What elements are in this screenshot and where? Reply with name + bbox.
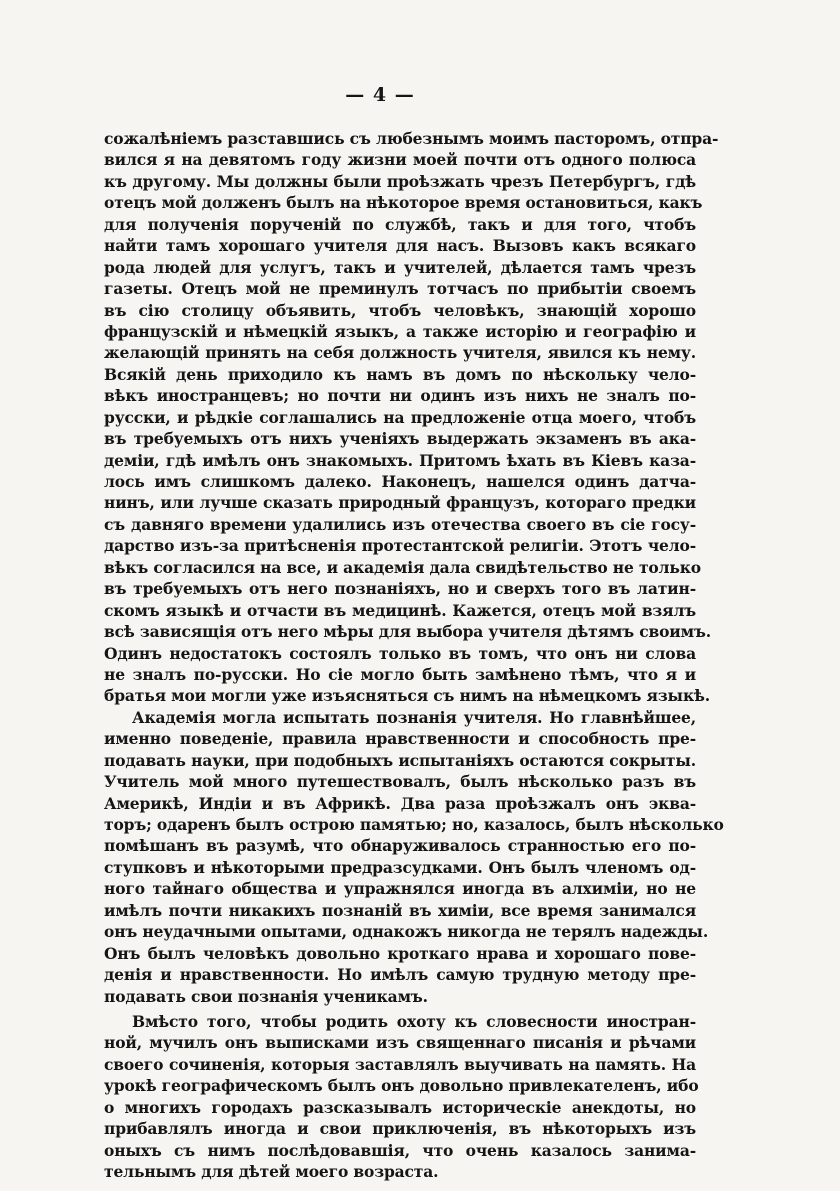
text-line: всѣ зависящія отъ него мѣры для выбора учителя дѣтямъ своимъ.: [104, 622, 711, 642]
text-line: газеты. Отецъ мой не преминулъ тотчасъ по прибытіи своемъ: [104, 279, 696, 299]
text-line: Академія могла испытать познанія учителя. Но главнѣйшее,: [132, 707, 696, 727]
text-line: ступковъ и нѣкоторыми предразсудками. Онъ былъ членомъ од-: [104, 857, 696, 877]
text-line: братья мои могли уже изъясняться съ нимъ на нѣмецкомъ языкѣ.: [104, 686, 710, 706]
text-line: Учитель мой много путешествовалъ, былъ нѣсколько разъ въ: [104, 772, 696, 792]
text-line: о многихъ городахъ разсказывалъ историческіе анекдоты, но: [104, 1097, 696, 1117]
text-line: въ требуемыхъ отъ нихъ ученіяхъ выдержать экзаменъ въ ака-: [104, 429, 696, 449]
text-line: вился я на девятомъ году жизни моей почти отъ одного полюса: [104, 150, 696, 170]
text-line: оныхъ съ нимъ послѣдовавшія, что очень казалось занима-: [104, 1140, 696, 1160]
text-line: прибавлялъ иногда и свои приключенія, въ нѣкоторыхъ изъ: [104, 1119, 696, 1139]
text-line: онъ неудачными опытами, однакожъ никогда не терялъ надежды.: [104, 922, 709, 942]
text-line: Вмѣсто того, чтобы родить охоту къ словесности иностран-: [132, 1011, 696, 1031]
text-line: найти тамъ хорошаго учителя для насъ. Вызовъ какъ всякаго: [104, 236, 696, 256]
page-number: — 4 —: [345, 84, 415, 106]
paragraph: [104, 1011, 699, 1183]
text-line: ной, мучилъ онъ выписками изъ священнаго писанія и рѣчами: [104, 1033, 696, 1053]
text-line: вѣкъ согласился на все, и академія дала свидѣтельство не только: [104, 557, 701, 577]
text-line: сожалѣніемъ разставшись съ любезнымъ моимъ пасторомъ, отпра-: [104, 129, 719, 148]
text-line: скомъ языкѣ и отчасти въ медицинѣ. Кажется, отецъ мой взялъ: [104, 600, 696, 620]
text-line: французскій и нѣмецкій языкъ, а также исторію и географію и: [104, 321, 696, 341]
text-line: Америкѣ, Индіи и въ Африкѣ. Два раза проѣзжалъ онъ эква-: [104, 793, 696, 813]
text-line: желающій принять на себя должность учителя, явился къ нему.: [104, 343, 696, 363]
text-line: нинъ, или лучше сказать природный французъ, котораго предки: [104, 493, 696, 513]
text-line: помѣшанъ въ разумѣ, что обнаруживалось странностью его по-: [104, 836, 696, 856]
text-line: именно поведеніе, правила нравственности и способность пре-: [104, 729, 696, 749]
text-line: деміи, гдѣ имѣлъ онъ знакомыхъ. Притомъ ѣхать въ Кіевъ каза-: [104, 450, 696, 470]
text-line: Всякій день приходило къ намъ въ домъ по нѣскольку чело-: [104, 364, 696, 384]
text-line: отецъ мой долженъ былъ на нѣкоторое время остановиться, какъ: [104, 193, 703, 213]
text-line: русски, и рѣдкіе соглашались на предложеніе отца моего, чтобъ: [104, 407, 696, 427]
text-line: Онъ былъ человѣкъ довольно кроткаго нрава и хорошаго пове-: [104, 943, 696, 963]
text-line: къ другому. Мы должны были проѣзжать чрезъ Петербургъ, гдѣ: [104, 171, 696, 191]
text-line: для полученія порученій по службѣ, такъ и для того, чтобъ: [104, 214, 696, 234]
text-line: подавать свои познанія ученикамъ.: [104, 986, 428, 1006]
text-line: тельнымъ для дѣтей моего возраста.: [104, 1162, 439, 1181]
text-line: лось имъ слишкомъ далеко. Наконецъ, нашелся одинъ датча-: [104, 472, 696, 491]
paragraph: [104, 707, 724, 1007]
text-line: съ давняго времени удалились изъ отечества своего въ сіе госу-: [104, 514, 696, 534]
text-line: ного тайнаго общества и упражнялся иногда въ алхиміи, но не: [104, 879, 696, 899]
text-line: дарство изъ-за притѣсненія протестантской религіи. Этотъ чело-: [104, 536, 696, 556]
text-line: въ требуемыхъ отъ него познаніяхъ, но и сверхъ того въ латин-: [104, 579, 696, 599]
text-line: денія и нравственности. Но имѣлъ самую трудную методу пре-: [104, 965, 696, 985]
body-text: [104, 128, 724, 1182]
text-line: рода людей для услугъ, такъ и учителей, дѣлается тамъ чрезъ: [104, 257, 696, 277]
text-line: не зналъ по-русски. Но сіе могло быть замѣнено тѣмъ, что я и: [104, 664, 696, 684]
text-line: вѣкъ иностранцевъ; но почти ни одинъ изъ нихъ не зналъ по-: [104, 386, 696, 406]
paragraph: [104, 128, 719, 707]
text-line: Одинъ недостатокъ состоялъ только въ томъ, что онъ ни слова: [104, 643, 696, 663]
text-line: своего сочиненія, которыя заставлялъ выучивать на память. На: [104, 1054, 696, 1074]
text-line: въ сію столицу объявить, чтобъ человѣкъ, знающій хорошо: [104, 300, 696, 320]
text-line: торъ; одаренъ былъ острою памятью; но, казалось, былъ нѣсколько: [104, 815, 724, 834]
text-line: имѣлъ почти никакихъ познаній въ химіи, все время занимался: [104, 900, 696, 920]
text-line: урокѣ географическомъ былъ онъ довольно привлекателенъ, ибо: [104, 1076, 699, 1096]
text-line: подавать науки, при подобныхъ испытаніяхъ остаются сокрыты.: [104, 750, 696, 770]
